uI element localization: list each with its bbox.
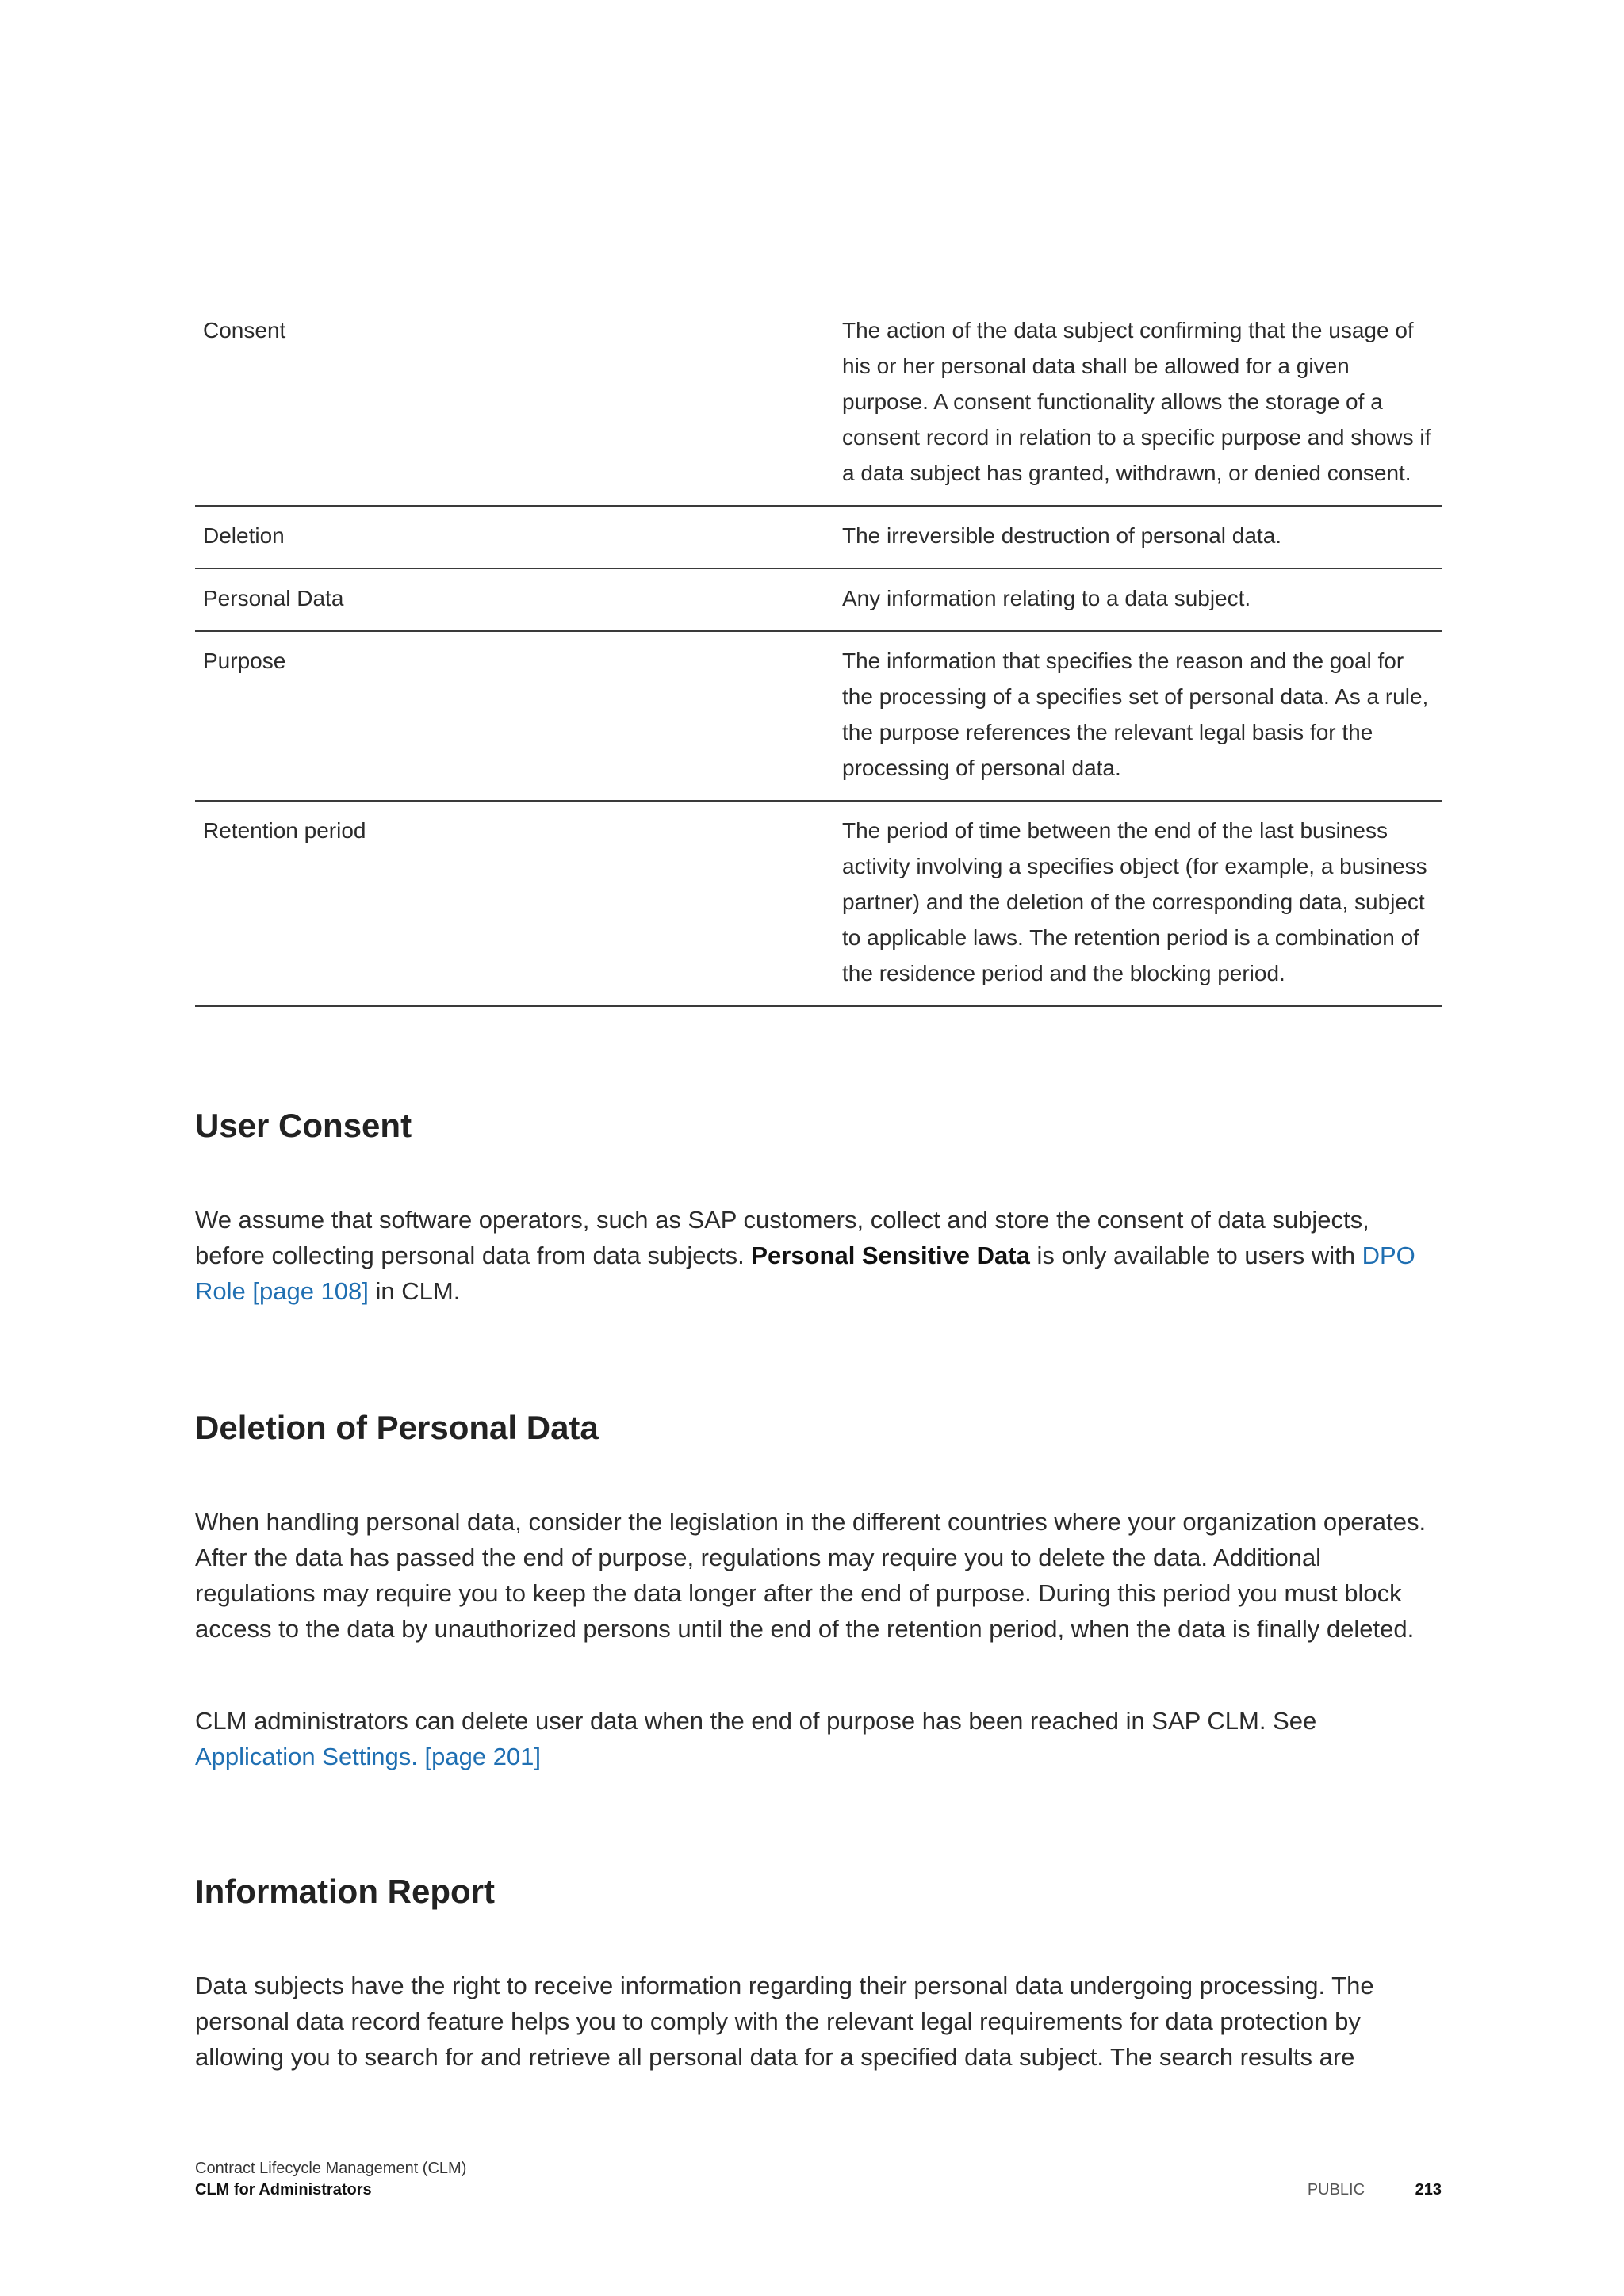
table-row xyxy=(195,506,1442,568)
deletion-heading: Deletion of Personal Data xyxy=(195,1409,599,1446)
glossary-definition: The period of time between the end of the last business activity involving a specifies object (for example, a business partner) and the deletion of the corresponding data, subject to applicable laws. The retention period is a combination of the residence period and the blocking period. xyxy=(842,818,1427,985)
information-report-heading: Information Report xyxy=(195,1873,495,1910)
footer-page-info xyxy=(1308,2179,1442,2201)
personal-sensitive-data-term: Personal Sensitive Data xyxy=(751,1242,1030,1269)
footer-doc-info xyxy=(195,2158,466,2201)
user-consent-text: We assume that software operators, such as SAP customers, collect and store the consent of data subjects, before collecting personal data from data subjects. xyxy=(195,1206,1369,1269)
deletion-paragraph-2-text: CLM administrators can delete user data when the end of purpose has been reached in SAP CLM. See xyxy=(195,1707,1317,1735)
user-consent-paragraph xyxy=(195,1202,1442,1309)
user-consent-text: in CLM. xyxy=(368,1277,461,1305)
glossary-table xyxy=(195,301,1442,1007)
user-consent-text: is only available to users with xyxy=(1029,1242,1362,1269)
footer-section: CLM for Administrators xyxy=(195,2181,372,2198)
information-report-paragraph: Data subjects have the right to receive information regarding their personal data undergoing processing. The personal data record feature helps you to comply with the relevant legal requirements for data protection by allowing you to search for and retrieve all personal data for a specified data subject. The search results are xyxy=(195,1972,1374,2071)
glossary-definition: Any information relating to a data subject. xyxy=(842,586,1251,610)
application-settings-link[interactable]: Application Settings. [page 201] xyxy=(195,1743,542,1770)
table-row xyxy=(195,801,1442,1006)
glossary-definition: The information that specifies the reason and the goal for the processing of a specifies set of personal data. As a rule, the purpose references the relevant legal basis for the processing of personal data. xyxy=(842,649,1429,780)
table-row xyxy=(195,568,1442,631)
glossary-term: Consent xyxy=(203,318,286,342)
footer-page-number: 213 xyxy=(1415,2181,1442,2198)
user-consent-heading: User Consent xyxy=(195,1107,412,1144)
glossary-term: Purpose xyxy=(203,649,286,673)
glossary-term: Retention period xyxy=(203,818,366,843)
table-row xyxy=(195,301,1442,506)
footer-doc-title: Contract Lifecycle Management (CLM) xyxy=(195,2160,467,2177)
glossary-definition: The irreversible destruction of personal data. xyxy=(842,523,1282,548)
glossary-term: Personal Data xyxy=(203,586,344,610)
deletion-paragraph-1: When handling personal data, consider the legislation in the different countries where your organization operates. After the data has passed the end of purpose, regulations may require you to delete the data. Additional regulations may require you to keep the data longer after the end of purpose. During this period you must block access to the data by unauthorized persons until the end of the retention period, when the data is finally deleted. xyxy=(195,1508,1427,1643)
footer-classification: PUBLIC xyxy=(1307,2181,1365,2198)
glossary-definition: The action of the data subject confirming that the usage of his or her personal data shall be allowed for a given purpose. A consent functionality allows the storage of a consent record in relation to a specific purpose and shows if a data subject has granted, withdrawn, or denied consent. xyxy=(842,318,1431,485)
deletion-paragraph-2 xyxy=(195,1703,1442,1774)
table-row xyxy=(195,631,1442,801)
dpo-role-link[interactable]: DPO Role [page 108] xyxy=(195,1242,1415,1305)
glossary-term: Deletion xyxy=(203,523,285,548)
